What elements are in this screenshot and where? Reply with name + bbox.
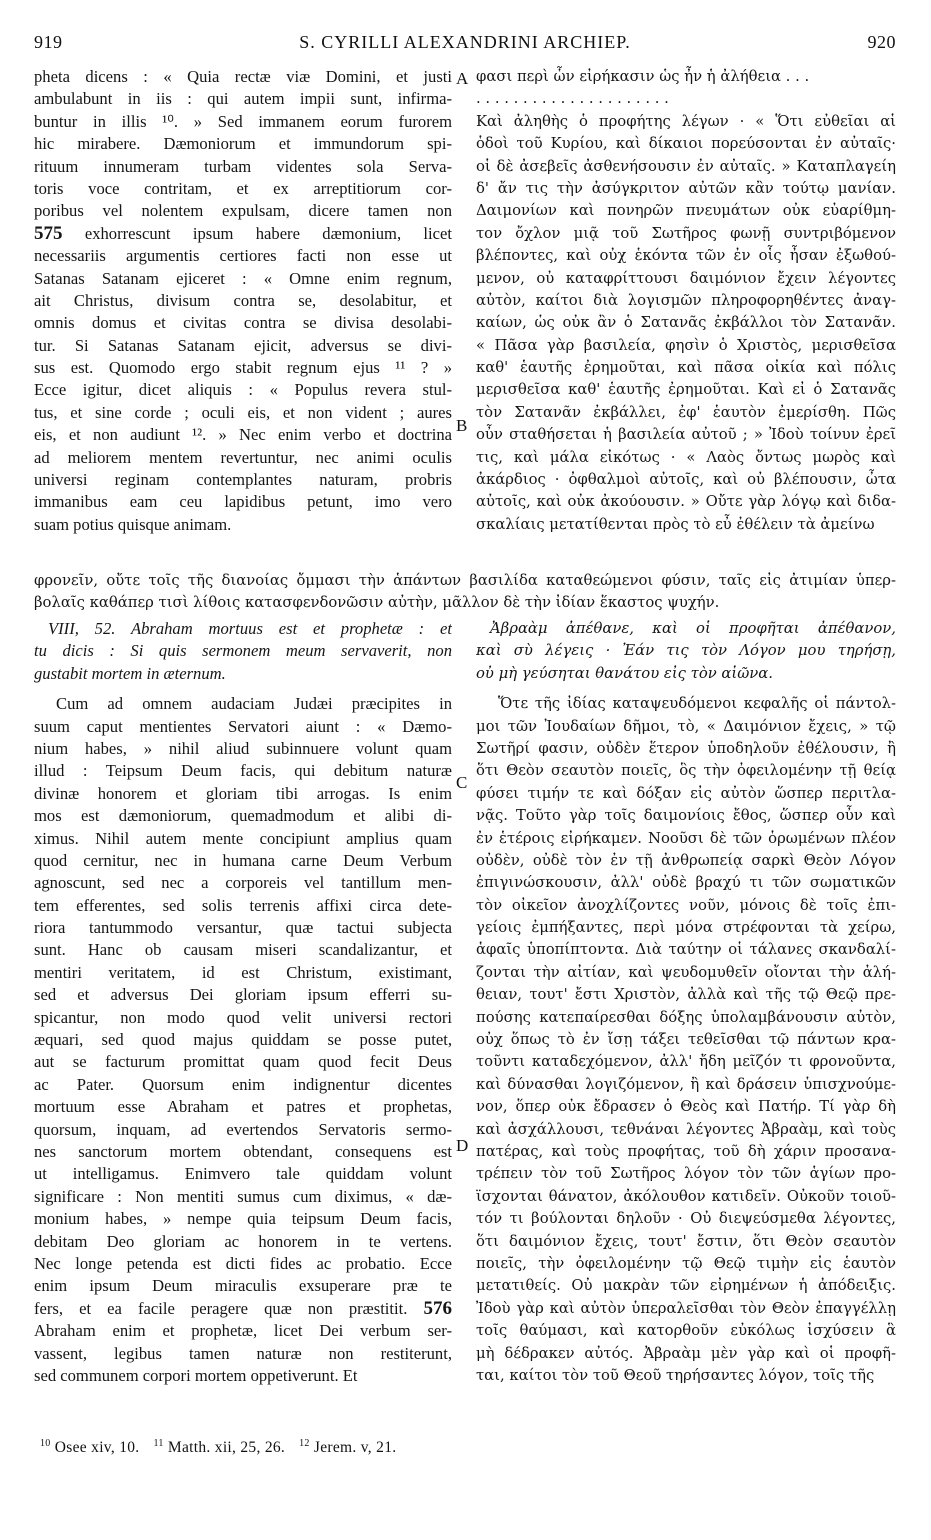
greek-line: οὐδὲν, οὐδὲ τὸν ἐν τῇ ἀνθρωπείᾳ σαρκὶ Θεὸν Λόγον	[476, 851, 896, 869]
greek-line: καθ' ἑαυτῆς ἐρημοῦται, καὶ πᾶσα οἰκία καὶ πόλις	[476, 359, 896, 377]
latin-column-top	[34, 66, 452, 536]
greek-line: τόν τι βούλονται δηλοῦν · Οὐ διεψεύσμεθα λέγοντες,	[476, 1210, 896, 1228]
latin-line: immanibus eam ceu lapidibus petunt, imo vero	[34, 492, 452, 512]
greek-column-bottom	[476, 618, 896, 1387]
latin-line: spicantur, non modo quod velit universi rectori	[34, 1007, 452, 1027]
greek-line: φασι περὶ ὧν εἰρήκασιν ὡς ἦν ἡ ἀλήθεια . . .	[476, 68, 810, 85]
greek-line: δ' ἄν τις τὴν ἀσύγκριτον αὐτῶν κἂν τούτῳ μανίαν.	[476, 179, 896, 197]
latin-line: rituum innumeram turbam videntes sola Serva-	[34, 156, 452, 176]
latin-line: Satanas Satanam ejiceret : « Omne enim regnum,	[34, 268, 452, 288]
greek-line: θειαν, τουτ' ἔστι Χριστὸν, ἀλλὰ καὶ τῆς τῷ Θεῷ πρε-	[476, 986, 896, 1004]
latin-line: mos est dæmoniorum, quemadmodum et alibi di-	[34, 806, 452, 826]
latin-line: Abraham enim et prophetæ, licet Dei verbum ser-	[34, 1321, 452, 1341]
greek-line: καίων, ὡς οὐκ ἂν ὁ Σατανᾶς ἐκβάλλοι τὸν Σατανᾶν.	[476, 314, 896, 332]
latin-line: nium habes, » nihil aliud subinnuere volunt quam	[34, 738, 452, 758]
margin-letter-a: A	[456, 69, 469, 88]
greek-line: μερισθεῖσα καθ' ἑαυτῆς ἐρημοῦται. Καὶ εἰ ὁ Σατανᾶς	[476, 381, 896, 399]
greek-line: ὅτι Θεὸν σεαυτὸν ποιεῖς, ὃς τὴν ὀφειλομένην τῇ θείᾳ	[476, 762, 896, 780]
latin-line: debitam Deo gloriam ac honorem in te vertens.	[34, 1231, 452, 1251]
latin-line: universi reginam contemplantes naturam, probris	[34, 470, 452, 490]
latin-line: pheta dicens : « Quia rectæ viæ Domini, et justi	[34, 67, 452, 86]
latin-line: necessariis argumentis certiores facti non esse ut	[34, 246, 452, 266]
latin-line: omnis domus et civitas contra se divisa desolabi-	[34, 313, 452, 333]
greek-line: ποιεῖς, τὴν ὀφειλομένην τῷ Θεῷ τιμὴν εἰς ἑαυτὸν	[476, 1254, 896, 1272]
latin-line: poribus vel nolentem expulsam, dicere tamen non	[34, 201, 452, 221]
greek-line: τοῖς θαύμασι, καὶ κατορθοῦν εὐκόλως ἰσχύσειν ἃ	[476, 1322, 896, 1340]
latin-line: divinæ honorem et gloriam tibi arrogas. Is enim	[34, 783, 452, 803]
greek-line: γείοις ἐμπήξαντες, περὶ μόνα στρέφονται τὰ χείρω,	[476, 919, 896, 937]
latin-line: aut se facturum promittat quam quod fecit Deus	[34, 1052, 452, 1072]
latin-line: ut intelligamus. Enimvero tale quiddam volunt	[34, 1164, 452, 1184]
greek-line: ἁφαῖς ὑποπίπτοντα. Διὰ ταύτην οἱ τάλανες σκανδαλί-	[476, 941, 896, 959]
latin-line: nes sanctorum mortem obtendant, consequens est	[34, 1141, 452, 1161]
latin-line: sed communem corpori mortem oppetiverunt. Et	[34, 1365, 358, 1385]
greek-line: αὐτὸν, καίτοι διὰ λογισμῶν πληροφορηθέντες ἀναγ-	[476, 291, 896, 309]
greek-line: καὶ ἀσχάλλουσι, τεθνάναι λέγοντες Ἀβραὰμ, καὶ τοὺς	[476, 1120, 896, 1138]
greek-line: φύσει τιμήν τε καὶ δόξαν εἰς αὐτὸν ὥσπερ περιτλα-	[476, 784, 896, 802]
greek-line: βλέποντες, καὶ οὐχ ἑκόντα τῶν ἐν οἷς ἦσαν ἐξωθού-	[476, 247, 896, 265]
greek-line: « Πᾶσα γὰρ βασιλεία, φησὶν ὁ Χριστὸς, μερισθεῖσα	[476, 336, 896, 354]
page-header	[34, 32, 896, 58]
latin-line: tem efferentes, sed solis terrenis affixi circa dete-	[34, 895, 452, 915]
greek-section-heading: καὶ σὺ λέγεις · Ἐάν τις τὸν Λόγον μου τηρήσῃ,	[476, 642, 896, 660]
greek-section-heading: οὐ μὴ γεύσηται θανάτου εἰς τὸν αἰῶνα.	[476, 664, 773, 682]
latin-line: Cum ad omnem audaciam Judæi præcipites in	[56, 694, 452, 714]
greek-line: φρονεῖν, οὔτε τοῖς τῆς διανοίας ὄμμασι τὴν ἁπάντων βασιλίδα καταθεώμενοι φύσιν, ταῖς εἰς ἀτιμίαν ὑπερ-	[34, 572, 896, 589]
greek-full-width-paragraph	[34, 570, 896, 615]
latin-section-heading: gustabit mortem in æternum.	[34, 663, 226, 683]
greek-line: ἐν ἑτέροις εἰρήκαμεν. Νοοῦσι δὲ τῶν ὁρωμένων πλέον	[476, 829, 896, 847]
greek-line: Δαιμονίων καὶ πονηρῶν πνευμάτων οὐκ εὐαρίθμη-	[476, 202, 896, 220]
greek-line: Ἰδοὺ γὰρ καὶ αὐτὸν ὑπεραλεῖσθαι τὸν Θεὸν ἐπαγγέλλῃ	[476, 1299, 896, 1317]
greek-line: οὖν σταθήσεται ἡ βασιλεία αὐτοῦ ; » Ἰδοὺ τοίνυν ἐρεῖ	[476, 426, 896, 444]
latin-line: tus, et sine corde ; oculi eis, et non vident ; aures	[34, 402, 452, 422]
latin-line: mortuum esse Abraham et patres et prophetas,	[34, 1097, 452, 1117]
greek-line: τὸν οἰκεῖον ἀνοχλίζοντες νοῦν, μόνοις δὲ τοῖς ἐπι-	[476, 896, 896, 914]
footnotes	[40, 1438, 900, 1457]
latin-line: sunt. Hanc ob causam miseri scandalizantur, et	[34, 940, 452, 960]
latin-line: æquari, sed quod majus quiddam se posse putet,	[34, 1030, 452, 1050]
footnote-number: 11	[153, 1438, 164, 1449]
footnote-number: 10	[40, 1438, 51, 1449]
latin-line: tur. Si Satanas Satanam ejicit, adversus se divi-	[34, 335, 452, 355]
margin-letter-c: C	[456, 773, 468, 792]
greek-line: ὅτι δαιμόνιον ἔχεις, τουτ' ἔστιν, ὅτι Θεὸν σεαυτὸν	[476, 1232, 896, 1250]
latin-line: agnoscunt, sed nec a corporeis vel tantillum men-	[34, 873, 452, 893]
latin-line: ait Christus, divisum contra se, desolabitur, et	[34, 290, 452, 310]
latin-line: sed et adversus Dei gloriam ipsum efferri su-	[34, 985, 452, 1005]
greek-line: μὴ δέδρακεν αὐτός. Ἀβραὰμ μὲν γὰρ καὶ οἱ προφῆ-	[476, 1344, 896, 1362]
latin-line: quod cernitur, nec in humana carne Deum Verbum	[34, 850, 452, 870]
greek-line: ἐπιγινώσκουσιν, ἀλλ' οὐδὲ βραχύ τι τῶν σωματικῶν	[476, 874, 896, 892]
latin-line: fers, et ea facile peragere quæ non præstitit. 576	[34, 1297, 452, 1319]
latin-line: mentiri veritatem, id est Christum, existimant,	[34, 962, 452, 982]
greek-line: Σωτῆρί φασιν, οὐδὲν ἕτερον ὑποδηλοῦν ἐθέλουσιν, ἢ	[476, 739, 896, 757]
greek-line: ὁδοὶ τοῦ Κυρίου, καὶ δίκαιοι πορεύσονται ἐν αὐταῖς·	[476, 135, 896, 153]
latin-line: quorsum, inquam, ad evertendos Servatoris sermo-	[34, 1119, 452, 1139]
greek-line: αὐτοῖς, καὶ οὐκ ἀκούουσιν. » Οὔτε γὰρ λόγῳ καὶ διδα-	[476, 493, 896, 511]
latin-line: significare : Non mentiti sumus cum diximus, « dæ-	[34, 1186, 452, 1206]
greek-line: τὸν Σατανᾶν ἐκβάλλει, ἐφ' ἑαυτὸν ἐμερίσθη. Πῶς	[476, 403, 896, 421]
latin-line: toris voce contritam, et ex arreptitiorum cor-	[34, 178, 452, 198]
latin-line: riora tantummodo versantur, quæ tactui subjecta	[34, 918, 452, 938]
greek-line: Καὶ ἀληθὴς ὁ προφήτης λέγων · « Ὅτι εὐθεῖαι αἱ	[476, 112, 896, 130]
latin-line: eis, et non audiunt ¹². » Nec enim verbo et doctrina	[34, 425, 452, 445]
greek-line: μετατιθείς. Οὐ μακρὰν τῶν εἰρημένων ἡ ἀπόδειξις.	[476, 1277, 896, 1295]
greek-line: τοῦντι καταδεχόμενον, ἀλλ' ἤδη μεῖζόν τι φρονοῦντα,	[476, 1053, 896, 1071]
latin-column-bottom	[34, 618, 452, 1387]
latin-line: vassent, legibus tamen naturæ non restiterunt,	[34, 1343, 452, 1363]
greek-line: τρέπειν τὸν τοῦ Σωτῆρος λόγον τὸν τῶν ἁγίων προ-	[476, 1165, 896, 1183]
greek-line: τις, καὶ μάλα εἰκότως · « Λαὸς ὄντως μωρὸς καὶ	[476, 448, 896, 466]
greek-line: πατέρας, καὶ τοὺς προφήτας, τοῦ δὴ χάριν προσανα-	[476, 1142, 896, 1160]
footnote	[40, 1439, 139, 1456]
margin-letter-b: B	[456, 416, 468, 435]
latin-line: monium habes, » nempe quia teipsum Deum facis,	[34, 1209, 452, 1229]
greek-column-top	[476, 66, 896, 536]
latin-line: illud : Teipsum Deum facis, qui debitum naturæ	[34, 761, 452, 781]
footnote-text: Matth. xii, 25, 26.	[163, 1439, 286, 1457]
latin-line: hic mirabere. Dæmoniorum et immundorum spi-	[34, 134, 452, 154]
running-title: S. CYRILLI ALEXANDRINI ARCHIEP.	[299, 32, 631, 52]
greek-line: ζονται τὴν αἰτίαν, καὶ ψευδομυθεῖν οἴονται τὴν ἀλή-	[476, 963, 896, 981]
greek-line: . . . . . . . . . . . . . . . . . . . . .	[476, 90, 669, 108]
page-number-left: 919	[34, 32, 63, 52]
latin-line: buntur in illis ¹⁰. » Sed immanem eorum furorem	[34, 111, 452, 131]
greek-line: οὐχ ὅπως τὸ ἐν ἴσῃ τάξει τεθεῖσθαι τῷ πάντων κρα-	[476, 1031, 896, 1049]
latin-line: Nec longe petenda est dicti fides ac probatio. Ecce	[34, 1253, 452, 1273]
greek-line: Ὅτε τῆς ἰδίας καταψευδόμενοι κεφαλῆς οἱ πάντολ-	[498, 695, 896, 713]
greek-line: μενον, οὐ καταφρίττουσι δαιμόνιον ἔχειν λέγοντες	[476, 269, 896, 287]
latin-line: ambulabunt in iis : qui autem impii sunt, infirma-	[34, 89, 452, 109]
footnote-number: 12	[299, 1438, 310, 1449]
greek-line: βολαῖς καθάπερ τισὶ λίθοις κατασφενδονῶσιν αὐτὴν, μᾶλλον δὲ τὴν ἰδίαν ἕκαστος ψυχήν.	[34, 594, 720, 612]
marginal-column-number: 575	[34, 222, 63, 244]
greek-line: μοι τῶν Ἰουδαίων δῆμοι, τὸ, « Δαιμόνιον ἔχεις, » τῷ	[476, 717, 896, 735]
footnote-text: Jerem. v, 21.	[309, 1439, 397, 1457]
page-number-right: 920	[867, 32, 896, 52]
latin-line: Ecce igitur, dicet aliquis : « Populus revera stul-	[34, 380, 452, 400]
latin-line: sus est. Quomodo ergo stabit regnum ejus ¹¹ ? »	[34, 358, 452, 378]
latin-line: 575 exhorrescunt ipsum habere dæmonium, licet	[34, 222, 452, 244]
latin-section-heading: VIII, 52. Abraham mortuus est et prophetæ : et	[48, 619, 452, 638]
footnote	[299, 1439, 396, 1456]
greek-line: νον, ὅπερ οὐκ ἔδρασεν ὁ Θεὸς καὶ Πατήρ. Τί γὰρ δὴ	[476, 1098, 896, 1116]
latin-line: ac Pater. Quorsum enim indignentur dicentes	[34, 1074, 452, 1094]
greek-line: νᾷς. Τοῦτο γὰρ τοῖς δαιμονίοις ἔθος, ὥσπερ οὖν καὶ	[476, 807, 896, 825]
latin-line: ximus. Nihil autem mente concipiunt amplius quam	[34, 828, 452, 848]
greek-line: ϊσχονται θάνατον, ἀκόλουθον κατιδεῖν. Οὐκοῦν τοιοῦ-	[476, 1187, 896, 1205]
greek-line: ται, καίτοι τὸν τοῦ Θεοῦ τηρήσαντες λόγον, τοῖς τῆς	[476, 1366, 875, 1384]
margin-letter-d: D	[456, 1136, 469, 1155]
greek-line: σκαλίαις μετατίθενται πρὸς τὸ εὖ ἐθέλειν τὰ ἀμείνω	[476, 515, 875, 533]
latin-line: suam potius quisque animam.	[34, 514, 232, 534]
greek-line: ἀκάρδιος · ὀφθαλμοὶ αὐτοῖς, καὶ οὐ βλέπουσιν, ὦτα	[476, 471, 896, 489]
greek-line: τον ὄχλον μιᾷ τοῦ Σωτῆρος φωνῇ συντριβόμενον	[476, 224, 896, 242]
footnote	[153, 1439, 285, 1456]
footnote-text: Osee xiv, 10.	[50, 1439, 140, 1457]
greek-line: πούσης κατεπαίρεσθαι δόξης ὑπολαμβάνουσιν αὐτὸν,	[476, 1008, 896, 1026]
greek-line: οἱ δὲ ἀσεβεῖς ἀσθενήσουσιν ἐν αὐταῖς. » Καταπλαγείη	[476, 157, 896, 175]
latin-line: enim ipsum Deum miraculis exsuperare præ te	[34, 1276, 452, 1296]
greek-section-heading: Ἀβραὰμ ἀπέθανε, καὶ οἱ προφῆται ἀπέθανον,	[490, 620, 896, 637]
latin-section-heading: tu dicis : Si quis sermonem meum servaverit, non	[34, 641, 452, 661]
latin-line: ad meliorem mentem revertuntur, nec animi oculis	[34, 447, 452, 467]
greek-line: καὶ δύνασθαι λογιζόμενον, ἢ καὶ δράσειν ὑπισχνούμε-	[476, 1075, 896, 1093]
latin-line: suum caput mentientes Servatori aiunt : « Dæmo-	[34, 716, 452, 736]
marginal-column-number: 576	[423, 1297, 452, 1319]
